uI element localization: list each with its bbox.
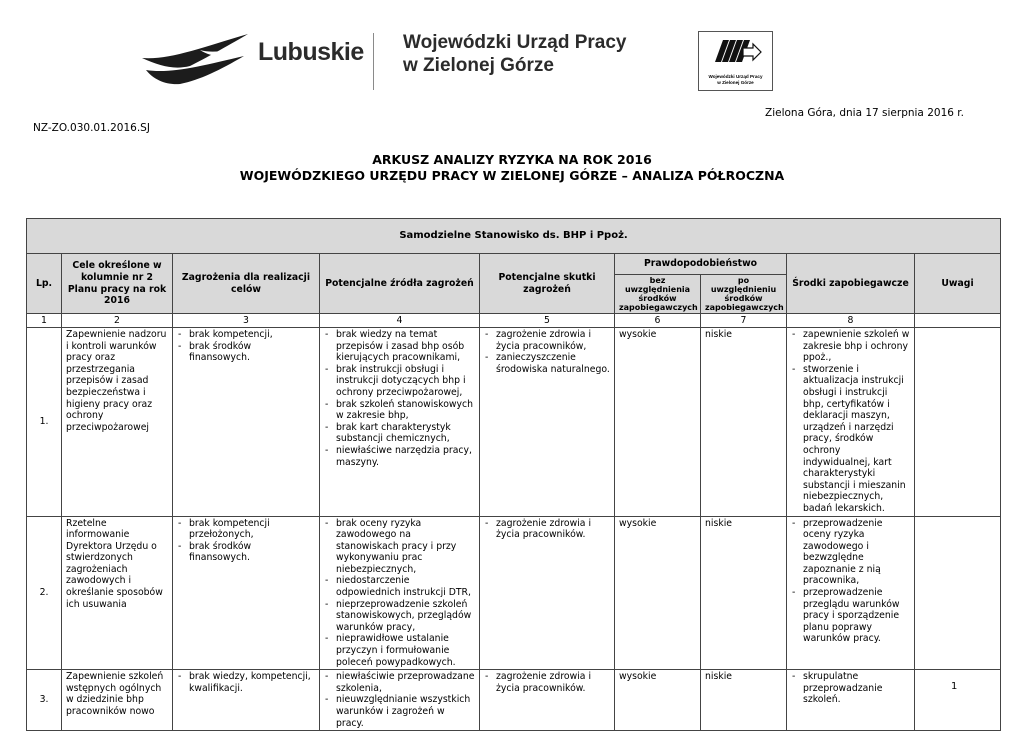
list-item: - przeprowadzenie oceny ryzyka zawodowego i bezwzględne zapoznanie z nią pracownika, — [791, 518, 910, 588]
row-notes — [915, 328, 1001, 517]
office-logo-caption-line2: w Zielonej Górze — [717, 80, 754, 85]
table-row — [27, 328, 1001, 517]
row-prob-with: niskie — [701, 516, 787, 670]
column-number: 8 — [787, 314, 915, 328]
row-lp: 1. — [27, 328, 62, 517]
list-item: - brak kompetencji przełożonych, — [177, 518, 315, 541]
row-effects — [480, 328, 615, 517]
page-number: 1 — [951, 681, 958, 692]
row-prob-without: wysokie — [615, 328, 701, 517]
list-item: - nieuwzględnianie wszystkich warunków i zagrożeń w pracy. — [324, 694, 475, 729]
office-title — [403, 31, 627, 77]
lubuskie-logo-icon — [140, 30, 252, 88]
row-effects — [480, 516, 615, 670]
header-prob-without: bez uwzględnienia środków zapobiegawczych — [615, 275, 701, 314]
row-threats — [173, 516, 320, 670]
row-sources — [320, 328, 480, 517]
header-divider — [373, 33, 374, 90]
header-lp: Lp. — [27, 254, 62, 314]
office-logo — [698, 31, 773, 91]
office-logo-icon — [699, 32, 772, 74]
document-reference: NZ-ZO.030.01.2016.SJ — [33, 122, 150, 134]
list-item: - brak środków finansowych. — [177, 341, 315, 364]
list-item: - stworzenie i aktualizacja instrukcji obsługi i instrukcji bhp, certyfikatów i deklaracji maszyn, urządzeń i narzędzi pracy, środków ochrony indywidualnej, kart charakterystyki substancji i mieszanin niebezpiecznych, badań lekarskich. — [791, 364, 910, 515]
header-effects: Potencjalne skutki zagrożeń — [480, 254, 615, 314]
row-measures — [787, 516, 915, 670]
row-notes — [915, 670, 1001, 731]
column-header-row — [27, 254, 1001, 275]
column-number-row — [27, 314, 1001, 328]
column-number: 3 — [173, 314, 320, 328]
header-prob-with: po uwzględnieniu środków zapobiegawczych — [701, 275, 787, 314]
list-item: - zagrożenie zdrowia i życia pracowników. — [484, 671, 610, 694]
row-lp: 3. — [27, 670, 62, 731]
risk-analysis-table — [26, 218, 1001, 731]
list-item: - brak szkoleń stanowiskowych w zakresie bhp, — [324, 399, 475, 422]
document-header — [0, 0, 1024, 110]
row-prob-without: wysokie — [615, 670, 701, 731]
lubuskie-logo-text: Lubuskie — [258, 38, 364, 66]
document-title — [0, 152, 1024, 184]
list-item: - brak oceny ryzyka zawodowego na stanowiskach pracy i przy wykonywaniu prac niebezpiecznych, — [324, 518, 475, 576]
list-item: - nieprawidłowe ustalanie przyczyn i formułowanie poleceń powypadkowych. — [324, 633, 475, 668]
column-number: 4 — [320, 314, 480, 328]
list-item: - brak wiedzy na temat przepisów i zasad bhp osób kierujących pracownikami, — [324, 329, 475, 364]
office-logo-caption — [699, 74, 772, 86]
column-number: 6 — [615, 314, 701, 328]
column-number: 7 — [701, 314, 787, 328]
office-logo-caption-line1: Wojewódzki Urząd Pracy — [708, 74, 763, 79]
section-title: Samodzielne Stanowisko ds. BHP i Ppoż. — [27, 219, 1001, 254]
list-item: - niewłaściwe narzędzia pracy, maszyny. — [324, 445, 475, 468]
row-sources — [320, 670, 480, 731]
list-item: - brak środków finansowych. — [177, 541, 315, 564]
list-item: - niedostarczenie odpowiednich instrukcji DTR, — [324, 575, 475, 598]
row-measures — [787, 328, 915, 517]
place-date: Zielona Góra, dnia 17 sierpnia 2016 r. — [765, 107, 964, 119]
row-effects — [480, 670, 615, 731]
list-item: - niewłaściwie przeprowadzane szkolenia, — [324, 671, 475, 694]
list-item: - nieprzeprowadzenie szkoleń stanowiskowych, przeglądów warunków pracy, — [324, 599, 475, 634]
row-prob-with: niskie — [701, 670, 787, 731]
row-goal: Rzetelne informowanie Dyrektora Urzędu o stwierdzonych zagrożeniach zawodowych i określanie sposobów ich usuwania — [62, 516, 173, 670]
list-item: - brak wiedzy, kompetencji, kwalifikacji. — [177, 671, 315, 694]
header-goals: Cele określone w kolumnie nr 2 Planu pracy na rok 2016 — [62, 254, 173, 314]
header-sources: Potencjalne źródła zagrożeń — [320, 254, 480, 314]
column-number — [915, 314, 1001, 328]
list-item: - brak kart charakterystyk substancji chemicznych, — [324, 422, 475, 445]
office-title-line2: w Zielonej Górze — [403, 55, 554, 76]
section-header-row — [27, 219, 1001, 254]
row-sources — [320, 516, 480, 670]
row-threats — [173, 328, 320, 517]
list-item: - przeprowadzenie przeglądu warunków pracy i sporządzenie planu poprawy warunków pracy. — [791, 587, 910, 645]
list-item: - zagrożenie zdrowia i życia pracowników. — [484, 518, 610, 541]
list-item: - zapewnienie szkoleń w zakresie bhp i ochrony ppoż., — [791, 329, 910, 364]
table-row — [27, 516, 1001, 670]
row-prob-without: wysokie — [615, 516, 701, 670]
header-probability: Prawdopodobieństwo — [615, 254, 787, 275]
row-goal: Zapewnienie szkoleń wstępnych ogólnych w dziedzinie bhp pracowników nowo — [62, 670, 173, 731]
list-item: - skrupulatne przeprowadzanie szkoleń. — [791, 671, 910, 706]
list-item: - zanieczyszczenie środowiska naturalnego. — [484, 352, 610, 375]
header-notes: Uwagi — [915, 254, 1001, 314]
header-measures: Środki zapobiegawcze — [787, 254, 915, 314]
list-item: - zagrożenie zdrowia i życia pracowników, — [484, 329, 610, 352]
column-number: 1 — [27, 314, 62, 328]
row-measures — [787, 670, 915, 731]
office-title-line1: Wojewódzki Urząd Pracy — [403, 32, 627, 53]
row-threats — [173, 670, 320, 731]
header-threats: Zagrożenia dla realizacji celów — [173, 254, 320, 314]
list-item: - brak instrukcji obsługi i instrukcji dotyczących bhp i ochrony przeciwpożarowej, — [324, 364, 475, 399]
table-row — [27, 670, 1001, 731]
document-title-line1: ARKUSZ ANALIZY RYZYKA NA ROK 2016 — [372, 152, 652, 167]
row-notes — [915, 516, 1001, 670]
document-title-line2: WOJEWÓDZKIEGO URZĘDU PRACY W ZIELONEJ GÓRZE – ANALIZA PÓŁROCZNA — [239, 168, 785, 183]
row-goal: Zapewnienie nadzoru i kontroli warunków pracy oraz przestrzegania przepisów i zasad bezpieczeństwa i higieny pracy oraz ochrony przeciwpożarowej — [62, 328, 173, 517]
column-number: 2 — [62, 314, 173, 328]
row-prob-with: niskie — [701, 328, 787, 517]
column-number: 5 — [480, 314, 615, 328]
list-item: - brak kompetencji, — [177, 329, 315, 341]
row-lp: 2. — [27, 516, 62, 670]
